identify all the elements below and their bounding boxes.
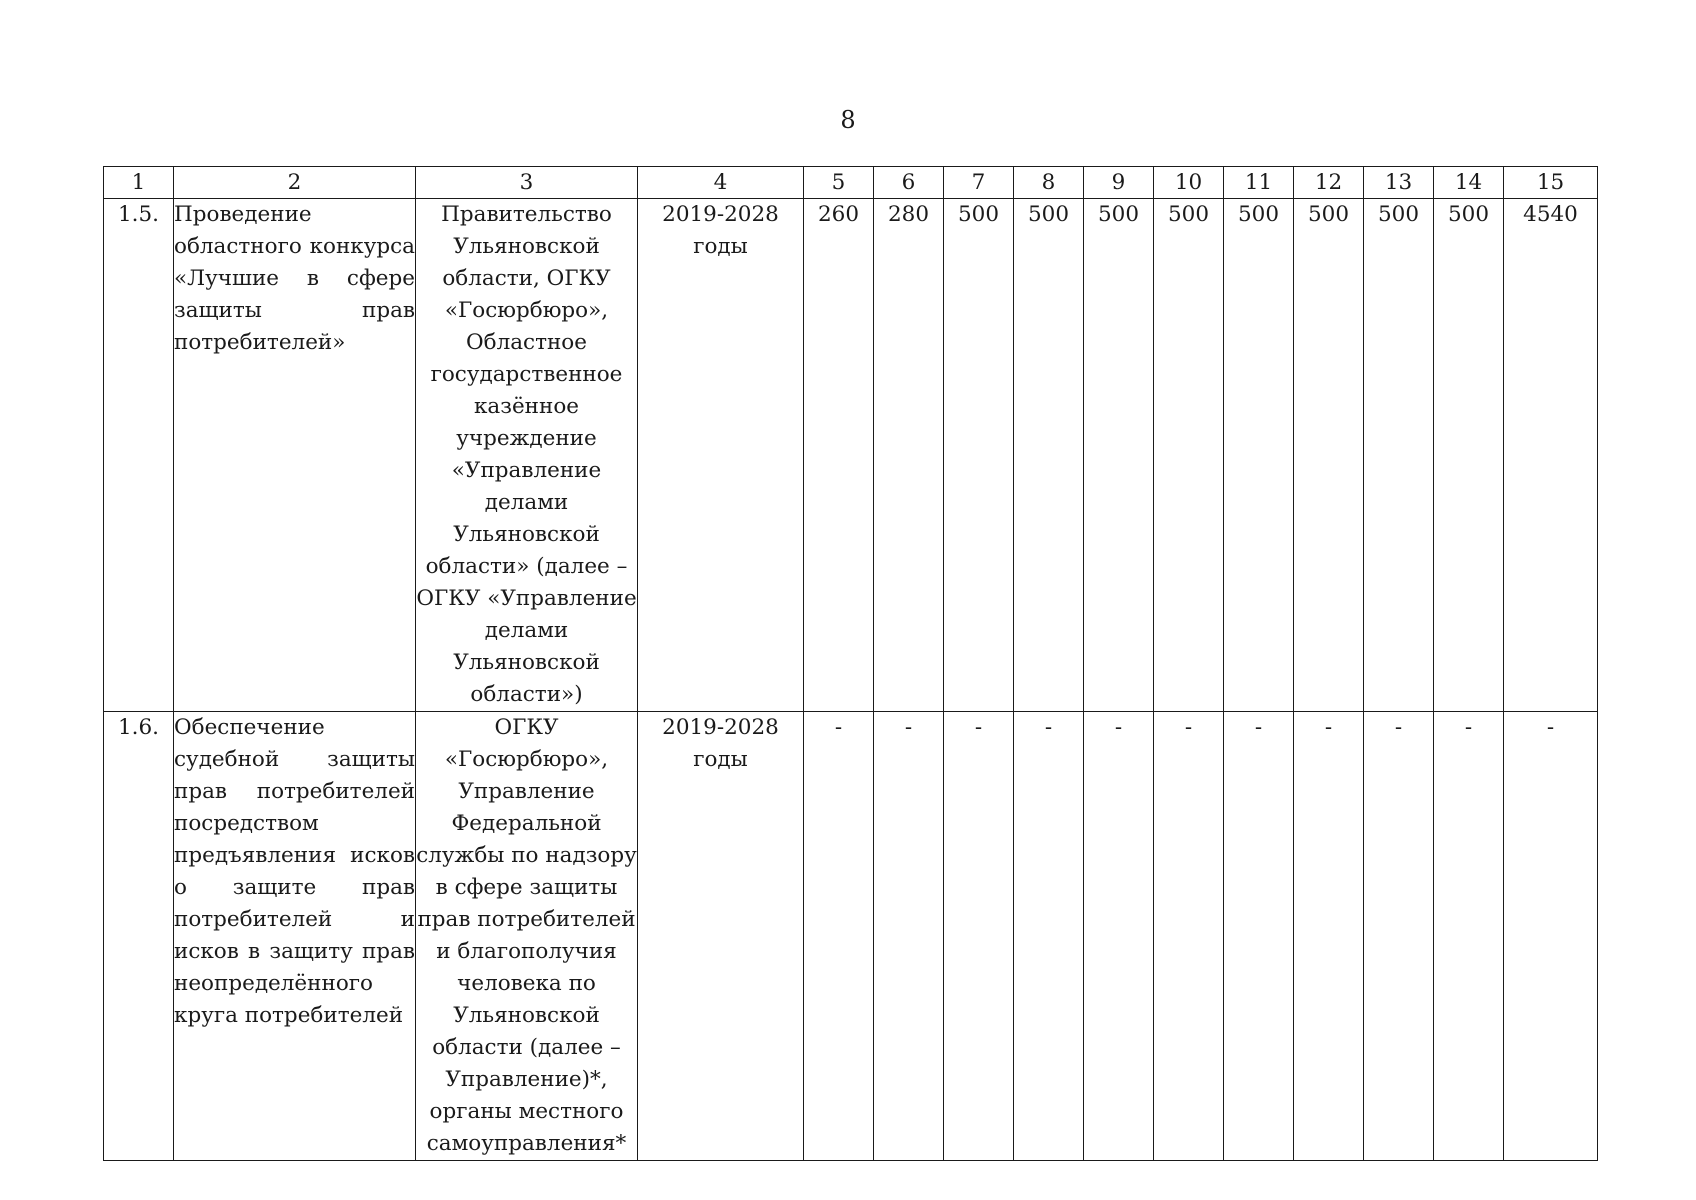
column-header: 7 [944, 167, 1014, 199]
total-cell: 4540 [1504, 199, 1598, 712]
value-cell: 500 [944, 199, 1014, 712]
row-number: 1.6. [104, 712, 174, 1161]
column-header: 1 [104, 167, 174, 199]
column-header: 5 [804, 167, 874, 199]
executors: ОГКУ «Госюрбюро», Управление Федеральной службы по надзору в сфере защиты прав потребителей и благополучия человека по Ульяновской области (далее – Управление)*, органы местного самоуправления* [416, 712, 638, 1161]
budget-table [103, 166, 1598, 1161]
period: 2019-2028 годы [638, 712, 804, 1161]
value-cell: 260 [804, 199, 874, 712]
column-header: 3 [416, 167, 638, 199]
column-header: 13 [1364, 167, 1434, 199]
column-header: 4 [638, 167, 804, 199]
value-cell: 500 [1364, 199, 1434, 712]
column-header: 9 [1084, 167, 1154, 199]
column-header: 12 [1294, 167, 1364, 199]
period: 2019-2028 годы [638, 199, 804, 712]
value-cell: - [1294, 712, 1364, 1161]
value-cell: - [944, 712, 1014, 1161]
measure-name: Обеспечение судебной защиты прав потребителей посредством предъявления исков о защите прав потребителей и исков в защиту прав неопределённого круга потребителей [174, 712, 416, 1161]
column-header: 10 [1154, 167, 1224, 199]
value-cell: 500 [1084, 199, 1154, 712]
value-cell: 500 [1014, 199, 1084, 712]
value-cell: 280 [874, 199, 944, 712]
value-cell: - [1224, 712, 1294, 1161]
value-cell: 500 [1434, 199, 1504, 712]
measure-name: Проведение областного конкурса «Лучшие в сфере защиты прав потребителей» [174, 199, 416, 712]
value-cell: 500 [1294, 199, 1364, 712]
table-row [104, 199, 1598, 712]
value-cell: - [1364, 712, 1434, 1161]
value-cell: - [874, 712, 944, 1161]
value-cell: - [1434, 712, 1504, 1161]
executors: Правительство Ульяновской области, ОГКУ «Госюрбюро», Областное государственное казённое учреждение «Управление делами Ульяновской области» (далее – ОГКУ «Управление делами Ульяновской области») [416, 199, 638, 712]
header-row [104, 167, 1598, 199]
column-header: 2 [174, 167, 416, 199]
value-cell: - [804, 712, 874, 1161]
value-cell: - [1084, 712, 1154, 1161]
value-cell: - [1014, 712, 1084, 1161]
column-header: 15 [1504, 167, 1598, 199]
column-header: 14 [1434, 167, 1504, 199]
column-header: 6 [874, 167, 944, 199]
total-cell: - [1504, 712, 1598, 1161]
table-row [104, 712, 1598, 1161]
row-number: 1.5. [104, 199, 174, 712]
column-header: 8 [1014, 167, 1084, 199]
value-cell: 500 [1154, 199, 1224, 712]
column-header: 11 [1224, 167, 1294, 199]
page-number: 8 [840, 106, 856, 134]
value-cell: - [1154, 712, 1224, 1161]
value-cell: 500 [1224, 199, 1294, 712]
